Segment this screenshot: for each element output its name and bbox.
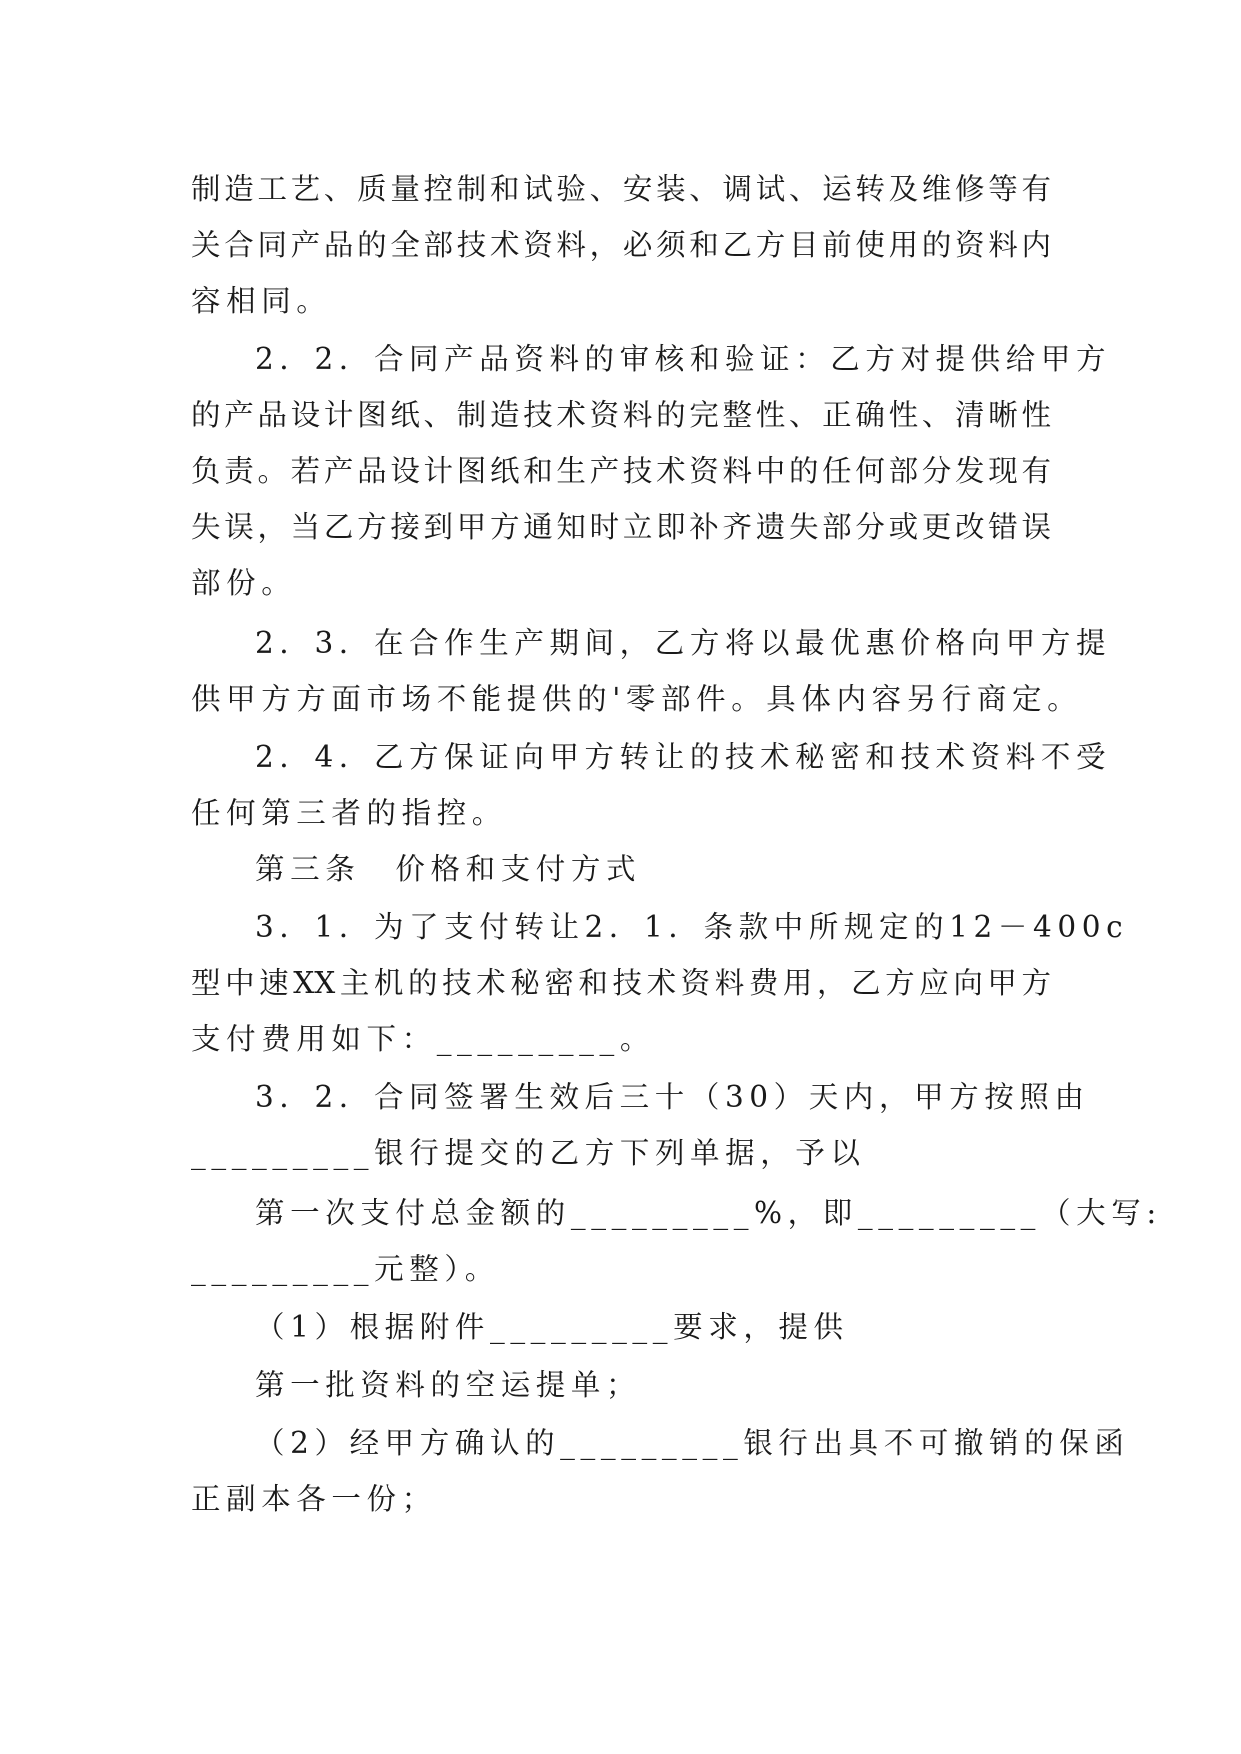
- clause-2-2-line-2: 的产品设计图纸、制造技术资料的完整性、正确性、清晰性: [191, 398, 1051, 432]
- clause-2-3-line-2: 供甲方方面市场不能提供的'零部件。具体内容另行商定。: [191, 682, 1083, 716]
- body-line-1: 制造工艺、质量控制和试验、安装、调试、运转及维修等有: [191, 172, 1051, 206]
- clause-3-1-line-1: 3．1．为了支付转让2．1．条款中所规定的12－400c: [255, 910, 1129, 944]
- clause-3-2-line-4: _________元整）。: [191, 1252, 500, 1286]
- clause-3-2-line-1: 3．2．合同签署生效后三十（30）天内，甲方按照由: [255, 1080, 1090, 1114]
- clause-3-1-line-3: 支付费用如下：_________。: [191, 1022, 655, 1056]
- clause-2-4-line-1: 2．4．乙方保证向甲方转让的技术秘密和技术资料不受: [255, 740, 1112, 774]
- clause-2-4-line-2: 任何第三者的指控。: [191, 796, 507, 830]
- item-1-line-2: 第一批资料的空运提单；: [255, 1368, 642, 1402]
- clause-3-2-line-3: 第一次支付总金额的_________%，即_________（大写:: [255, 1196, 1162, 1230]
- body-line-2: 关合同产品的全部技术资料，必须和乙方目前使用的资料内: [191, 228, 1051, 262]
- article-3-heading: 第三条 价格和支付方式: [255, 852, 642, 886]
- item-2-line-2: 正副本各一份；: [191, 1482, 437, 1516]
- clause-3-1-line-2: 型中速XX主机的技术秘密和技术资料费用，乙方应向甲方: [191, 966, 1051, 1000]
- body-line-3: 容相同。: [191, 284, 332, 318]
- clause-2-2-line-3: 负责。若产品设计图纸和生产技术资料中的任何部分发现有: [191, 454, 1051, 488]
- item-1-line-1: （1）根据附件_________要求，提供: [255, 1310, 849, 1344]
- clause-2-2-line-5: 部份。: [191, 566, 297, 600]
- clause-2-3-line-1: 2．3．在合作生产期间，乙方将以最优惠价格向甲方提: [255, 626, 1112, 660]
- item-2-line-1: （2）经甲方确认的_________银行出具不可撤销的保函: [255, 1426, 1130, 1460]
- clause-3-2-line-2: _________银行提交的乙方下列单据，予以: [191, 1136, 866, 1170]
- clause-2-2-line-1: 2．2．合同产品资料的审核和验证：乙方对提供给甲方: [255, 342, 1112, 376]
- clause-2-2-line-4: 失误，当乙方接到甲方通知时立即补齐遗失部分或更改错误: [191, 510, 1051, 544]
